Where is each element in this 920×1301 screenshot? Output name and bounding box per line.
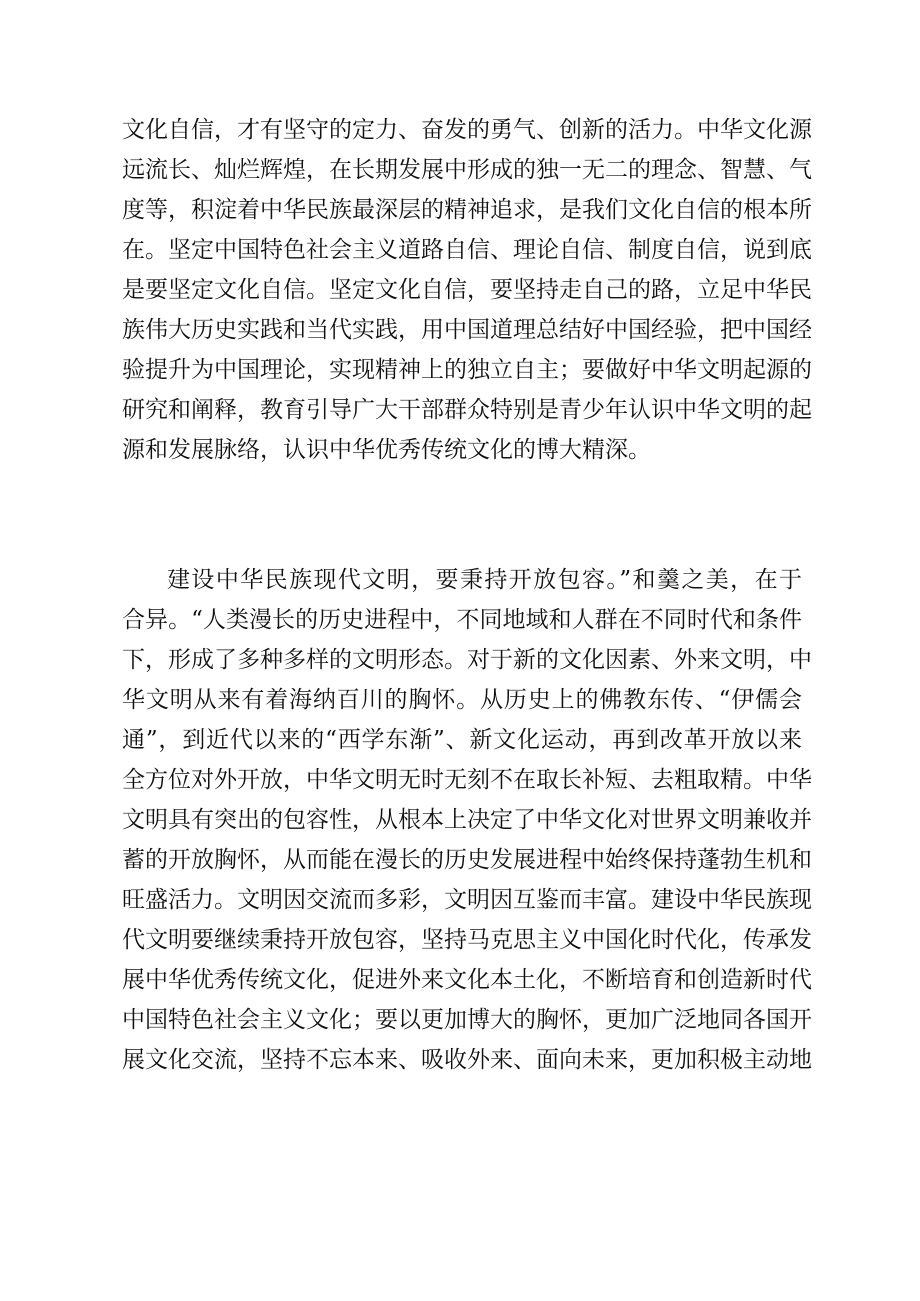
paragraph-1 <box>122 110 812 470</box>
text-line: 展中华优秀传统文化，促进外来文化本土化，不断培育和创造新时代 <box>122 967 812 993</box>
paragraph-2 <box>122 560 812 1080</box>
text-line: 研究和阐释，教育引导广大干部群众特别是青少年认识中华文明的起 <box>122 397 812 423</box>
text-line: 合异。“人类漫长的历史进程中，不同地域和人群在不同时代和条件 <box>122 607 802 633</box>
text-line: 华文明从来有着海纳百川的胸怀。从历史上的佛教东传、“伊儒会 <box>122 687 802 713</box>
text-line: 通”，到近代以来的“西学东渐”、新文化运动，再到改革开放以来 <box>122 727 802 753</box>
text-line: 文化自信，才有坚守的定力、奋发的勇气、创新的活力。中华文化源 <box>122 117 812 143</box>
text-line: 旺盛活力。文明因交流而多彩，文明因互鉴而丰富。建设中华民族现 <box>122 887 812 913</box>
text-line: 建设中华民族现代文明，要秉持开放包容。”和羹之美，在于 <box>167 567 802 593</box>
text-line: 全方位对外开放，中华文明无时无刻不在取长补短、去粗取精。中华 <box>122 767 812 793</box>
text-line: 族伟大历史实践和当代实践，用中国道理总结好中国经验，把中国经 <box>122 317 812 343</box>
text-line: 度等，积淀着中华民族最深层的精神追求，是我们文化自信的根本所 <box>122 197 812 223</box>
text-line: 源和发展脉络，认识中华优秀传统文化的博大精深。 <box>122 437 651 463</box>
text-line: 代文明要继续秉持开放包容，坚持马克思主义中国化时代化，传承发 <box>122 927 812 953</box>
text-line: 下，形成了多种多样的文明形态。对于新的文化因素、外来文明，中 <box>122 647 812 673</box>
text-line: 中国特色社会主义文化；要以更加博大的胸怀，更加广泛地同各国开 <box>122 1007 812 1033</box>
text-line: 验提升为中国理论，实现精神上的独立自主；要做好中华文明起源的 <box>122 357 812 383</box>
text-line: 在。坚定中国特色社会主义道路自信、理论自信、制度自信，说到底 <box>122 237 812 263</box>
text-line: 文明具有突出的包容性，从根本上决定了中华文化对世界文明兼收并 <box>122 807 812 833</box>
text-line: 展文化交流，坚持不忘本来、吸收外来、面向未来，更加积极主动地 <box>122 1047 812 1073</box>
text-line: 蓄的开放胸怀，从而能在漫长的历史发展进程中始终保持蓬勃生机和 <box>122 847 812 873</box>
text-line: 远流长、灿烂辉煌，在长期发展中形成的独一无二的理念、智慧、气 <box>122 157 812 183</box>
text-line: 是要坚定文化自信。坚定文化自信，要坚持走自己的路，立足中华民 <box>122 277 812 303</box>
